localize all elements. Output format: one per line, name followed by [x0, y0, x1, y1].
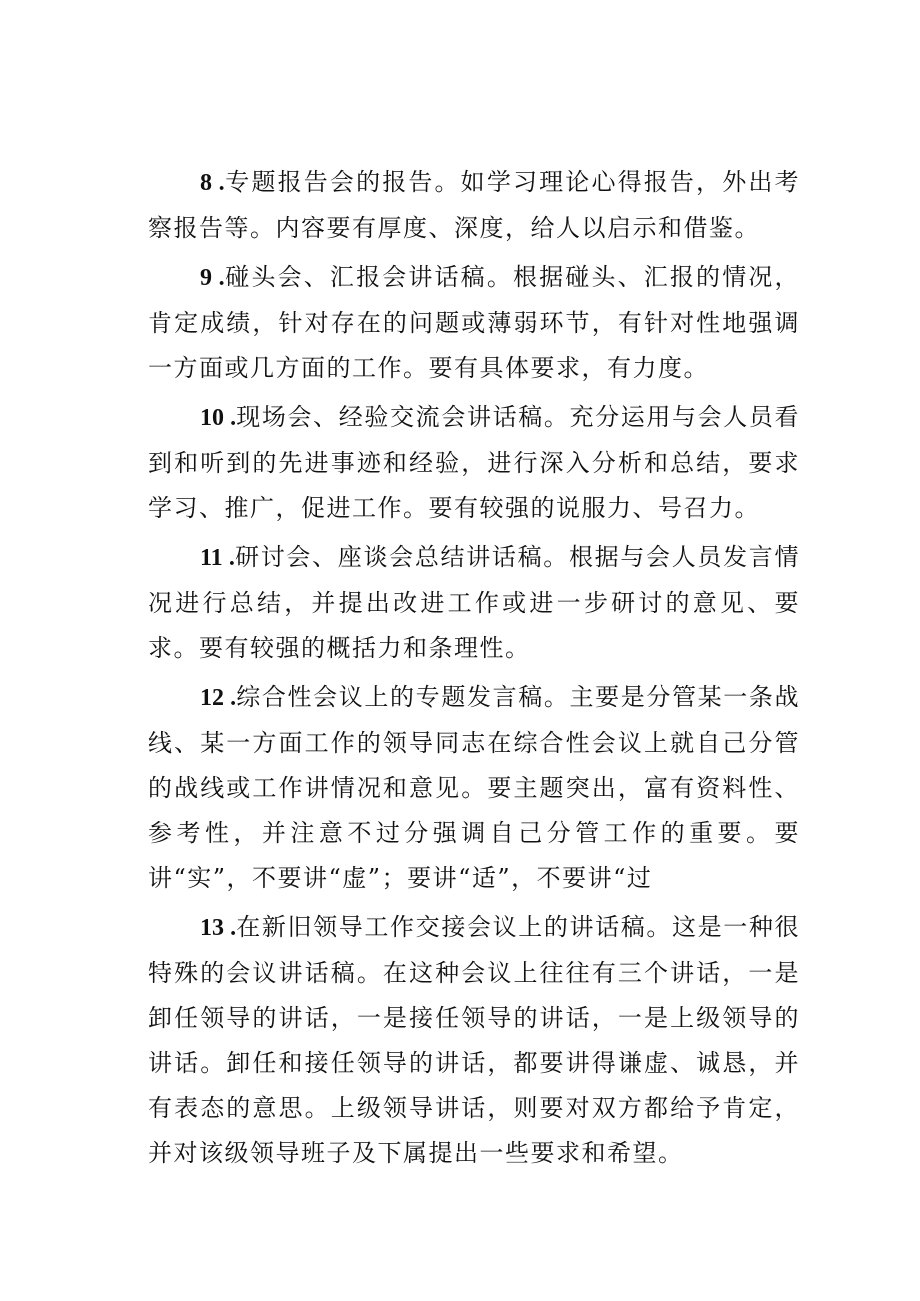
item-text: 研讨会、座谈会总结讲话稿。根据与会人员发言情况进行总结，并提出改进工作或进一步研讨的意见、要求。要有较强的概括力和条理性。: [148, 543, 800, 662]
item-number: 8 .: [200, 170, 225, 196]
item-text: 专题报告会的报告。如学习理论心得报告，外出考察报告等。内容要有厚度、深度，给人以启示和借鉴。: [148, 168, 801, 242]
item-text: 现场会、经验交流会讲话稿。充分运用与会人员看到和听到的先进事迹和经验，进行深入分析和总结，要求学习、推广，促进工作。要有较强的说服力、号召力。: [148, 403, 801, 522]
paragraph-item-13: [148, 905, 800, 1176]
paragraph-item-12: [148, 675, 800, 901]
paragraph-item-10: [148, 395, 800, 531]
item-number: 9 .: [200, 265, 225, 291]
item-number: 11 .: [200, 545, 235, 571]
paragraph-item-11: [148, 535, 800, 671]
item-number: 12 .: [200, 685, 237, 711]
item-text: 碰头会、汇报会讲话稿。根据碰头、汇报的情况，肯定成绩，针对存在的问题或薄弱环节，有针对性地强调一方面或几方面的工作。要有具体要求，有力度。: [148, 263, 801, 382]
paragraph-item-9: [148, 255, 800, 391]
item-number: 10 .: [200, 405, 237, 431]
paragraph-item-8: [148, 160, 800, 251]
item-text: 综合性会议上的专题发言稿。主要是分管某一条战线、某一方面工作的领导同志在综合性会议上就自己分管的战线或工作讲情况和意见。要主题突出，富有资料性、参考性，并注意不过分强调自己分管工作的重要。要讲“实”，不要讲“虚”；要讲“适”，不要讲“过: [148, 683, 801, 892]
item-text: 在新旧领导工作交接会议上的讲话稿。这是一种很特殊的会议讲话稿。在这种会议上往往有三个讲话，一是卸任领导的讲话，一是接任领导的讲话，一是上级领导的讲话。卸任和接任领导的讲话，都要讲得谦虚、诚恳，并有表态的意思。上级领导讲话，则要对双方都给予肯定，并对该级领导班子及下属提出一些要求和希望。: [148, 913, 801, 1167]
item-number: 13 .: [200, 915, 237, 941]
document-body: [148, 160, 800, 1180]
